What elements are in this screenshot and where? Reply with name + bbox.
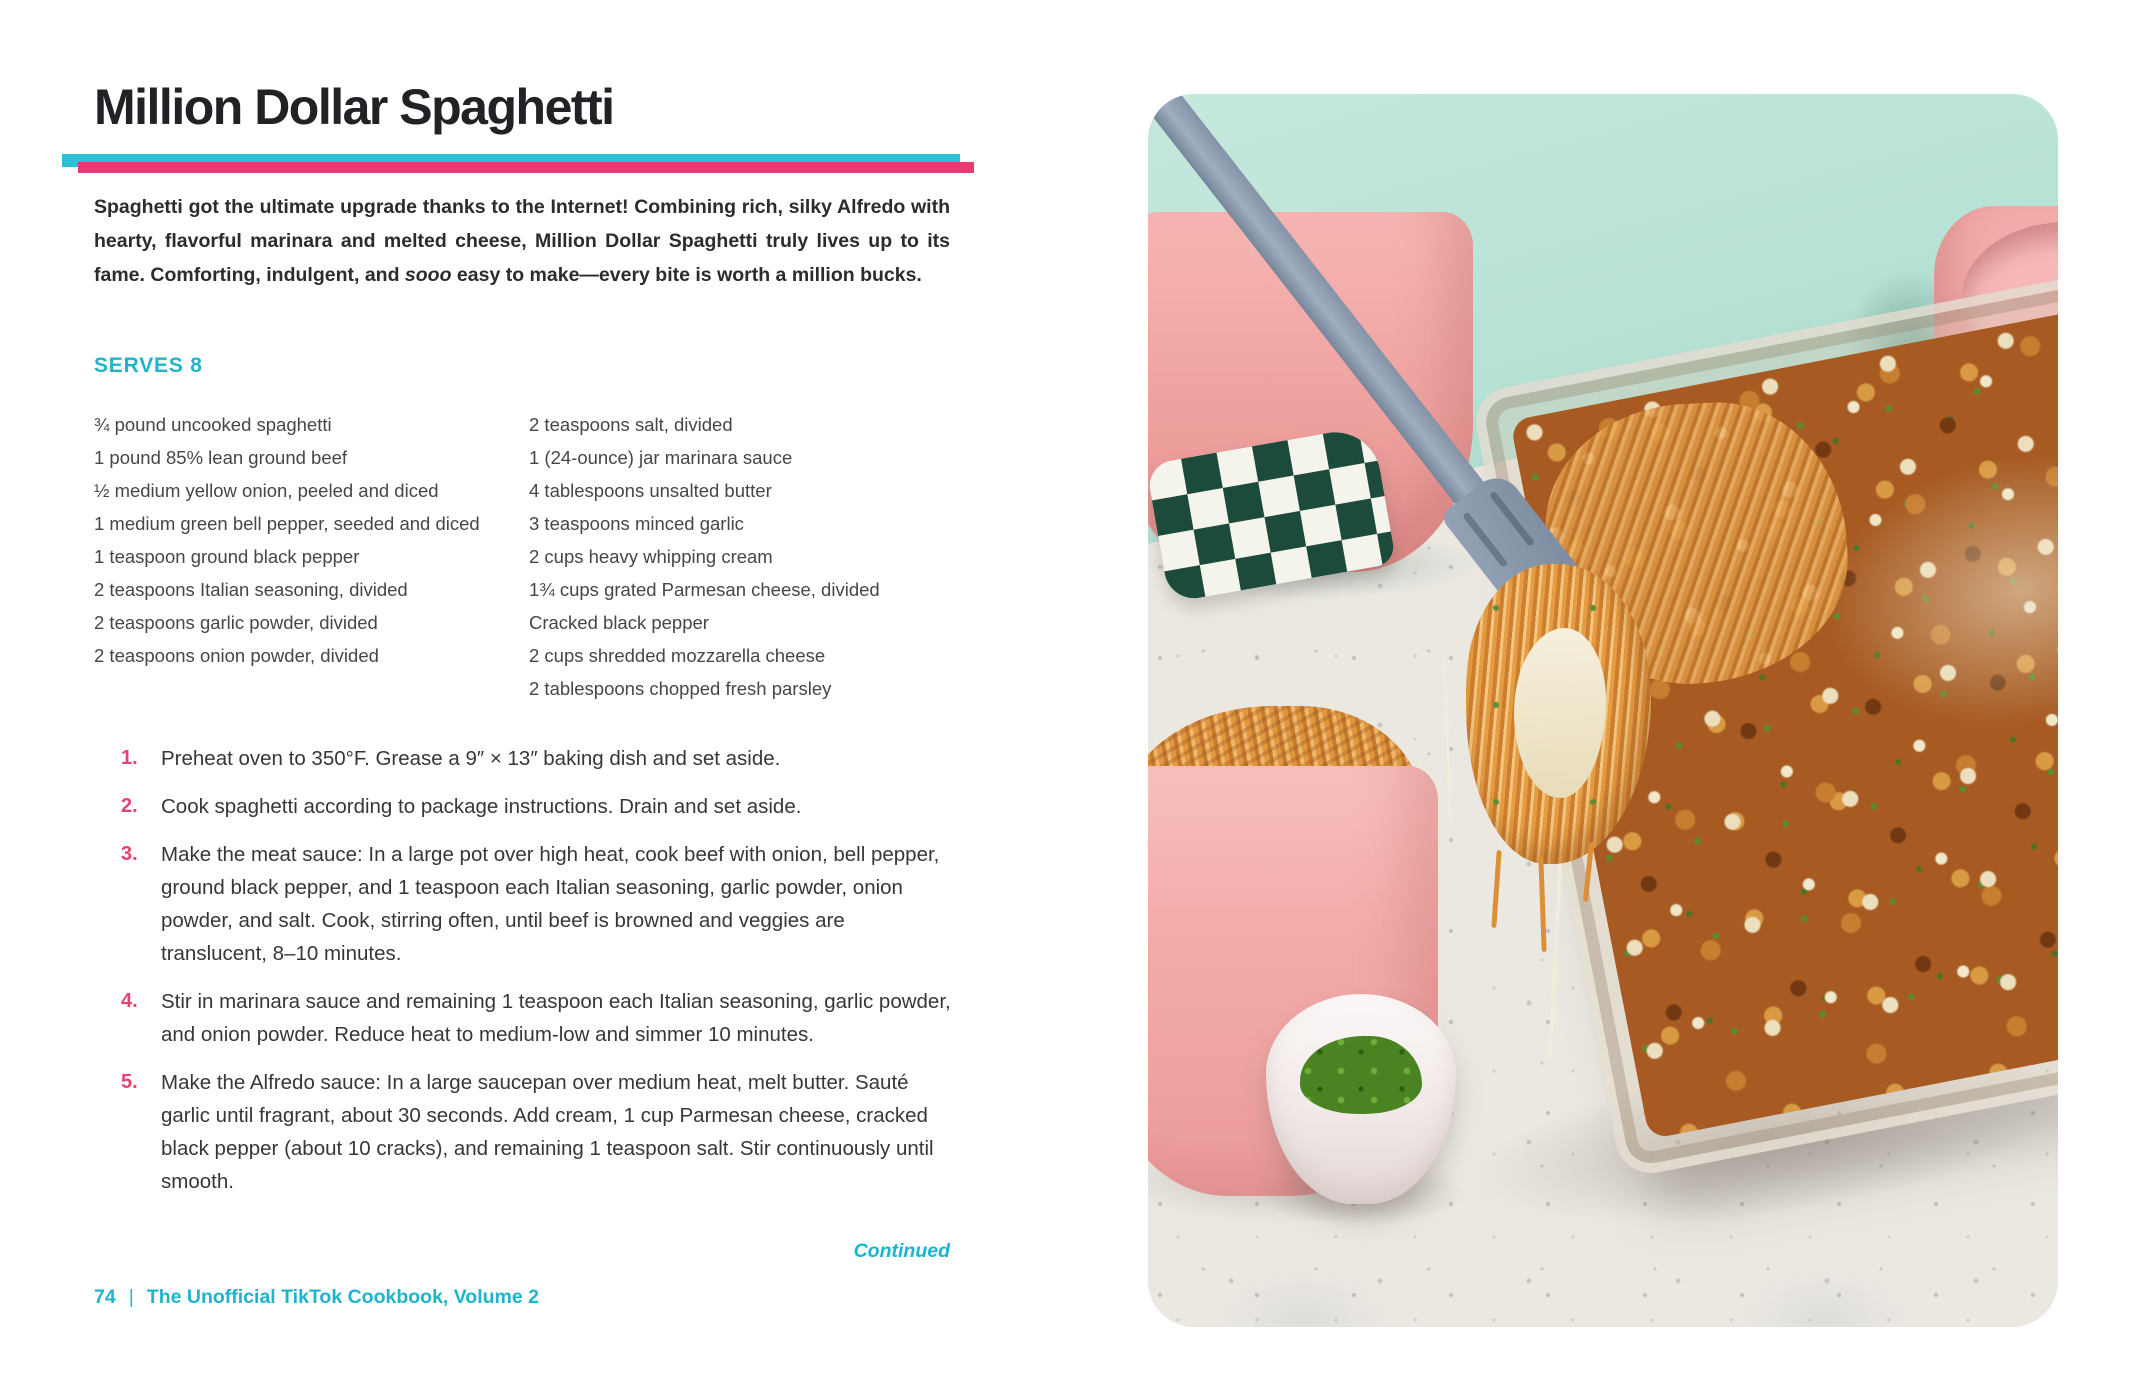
instruction-step: [121, 985, 951, 1051]
recipe-intro: [94, 190, 950, 292]
instruction-step: [121, 790, 951, 823]
ingredient-item: 2 cups shredded mozzarella cheese: [529, 645, 826, 666]
ingredient-item: ¾ pound uncooked spaghetti: [94, 414, 332, 435]
step-number: 2.: [121, 795, 138, 817]
step-number: 3.: [121, 843, 138, 865]
ingredient-item: ½ medium yellow onion, peeled and diced: [94, 480, 439, 501]
ingredient-item: 2 tablespoons chopped fresh parsley: [529, 678, 832, 699]
lifted-spaghetti-swirl: [1466, 564, 1651, 864]
intro-text-italic: sooo: [404, 264, 452, 286]
step-number: 4.: [121, 990, 138, 1012]
instruction-step: [121, 838, 951, 970]
ingredient-item: 4 tablespoons unsalted butter: [529, 480, 772, 501]
step-text: Make the Alfredo sauce: In a large saucepan over medium heat, melt butter. Sauté garlic until fragrant, about 30 seconds. Add cream, 1 cup Parmesan cheese, cracked black pepper (about 10 cracks), and remaining 1 teaspoon salt. Stir continuously until smooth.: [161, 1071, 934, 1193]
step-text: Make the meat sauce: In a large pot over high heat, cook beef with onion, bell pepper, ground black pepper, and 1 teaspoon each Italian seasoning, garlic powder, onion powder, and salt. Cook, stirring often, until beef is browned and veggies are translucent, 8–10 minutes.: [161, 843, 940, 965]
ingredient-item: Cracked black pepper: [529, 612, 709, 633]
ingredient-item: 2 teaspoons salt, divided: [529, 414, 733, 435]
ingredient-item: 3 teaspoons minced garlic: [529, 513, 744, 534]
intro-text-end: easy to make—every bite is worth a million bucks.: [451, 264, 922, 286]
chopped-parsley: [1300, 1036, 1422, 1114]
footer-divider: |: [128, 1286, 134, 1308]
book-title: The Unofficial TikTok Cookbook, Volume 2: [146, 1286, 539, 1308]
ingredient-item: 1 (24-ounce) jar marinara sauce: [529, 447, 793, 468]
instruction-step: [121, 742, 951, 775]
step-text: Stir in marinara sauce and remaining 1 teaspoon each Italian seasoning, garlic powder, and onion powder. Reduce heat to medium-low and simmer 10 minutes.: [161, 990, 951, 1046]
serves-heading: SERVES 8: [94, 354, 203, 377]
continued-note: Continued: [853, 1240, 950, 1262]
step-number: 5.: [121, 1071, 138, 1093]
title-underline-pink: [78, 162, 974, 173]
ingredient-item: 1 medium green bell pepper, seeded and diced: [94, 513, 480, 534]
title-underline: [62, 154, 977, 176]
ingredients-column-1: [94, 408, 494, 672]
intro-text-start: Spaghetti got the ultimate upgrade thanks to the Internet! Combining rich, silky Alfredo with hearty, flavorful marinara and melted cheese, Million Dollar Spaghetti truly lives up to its fame. Comforting, indulgent, and: [94, 196, 950, 286]
ingredient-item: 2 teaspoons onion powder, divided: [94, 645, 379, 666]
instructions-list: [121, 742, 951, 1213]
page-footer: [94, 1286, 539, 1309]
page-number: 74: [94, 1286, 116, 1308]
step-number: 1.: [121, 747, 138, 769]
ingredient-item: 1 teaspoon ground black pepper: [94, 546, 360, 567]
ingredient-item: 2 teaspoons Italian seasoning, divided: [94, 579, 408, 600]
step-text: Cook spaghetti according to package instructions. Drain and set aside.: [161, 795, 802, 818]
ingredient-item: 1¾ cups grated Parmesan cheese, divided: [529, 579, 880, 600]
recipe-photo: [1148, 94, 2058, 1327]
page-title: Million Dollar Spaghetti: [94, 79, 614, 135]
instruction-step: [121, 1066, 951, 1198]
step-text: Preheat oven to 350°F. Grease a 9″ × 13″ baking dish and set aside.: [161, 747, 781, 770]
ingredients-column-2: [529, 408, 949, 705]
ingredient-item: 2 teaspoons garlic powder, divided: [94, 612, 378, 633]
ingredient-item: 1 pound 85% lean ground beef: [94, 447, 348, 468]
ingredient-item: 2 cups heavy whipping cream: [529, 546, 773, 567]
